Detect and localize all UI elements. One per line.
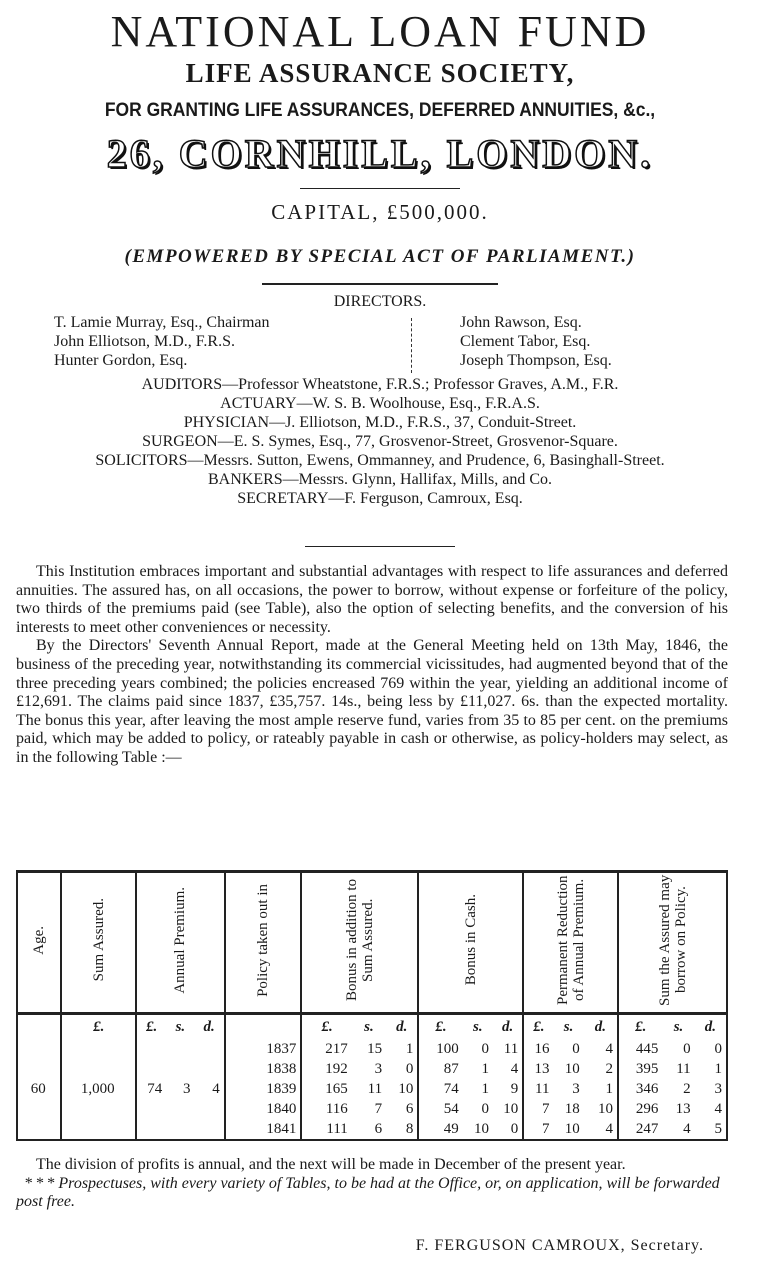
table-cell: 1840 (225, 1100, 302, 1120)
table-cell: 1 (714, 1061, 722, 1077)
unit: d. (704, 1018, 716, 1035)
col-bonus-cash: Bonus in Cash. (418, 872, 523, 1014)
col-age: Age. (17, 872, 61, 1014)
table-cell: 0 (481, 1041, 489, 1057)
table-row (17, 1080, 727, 1100)
table-row (17, 1060, 727, 1080)
table-cell: 10 (564, 1061, 580, 1077)
divider (305, 546, 455, 547)
unit: £. (418, 1014, 462, 1040)
col-bonus-addition: Bonus in addition to Sum Assured. (301, 872, 418, 1014)
col-policy: Policy taken out in (225, 872, 302, 1014)
director: Joseph Thompson, Esq. (460, 352, 612, 369)
address: 26, CORNHILL, LONDON. (106, 131, 654, 176)
table-cell: 346 (618, 1080, 662, 1100)
table-cell: 1841 (225, 1120, 302, 1140)
officer-line: BANKERS—Messrs. Glynn, Hallifax, Mills, and Co. (208, 471, 552, 488)
divider (300, 188, 460, 189)
table-cell: 0 (510, 1120, 519, 1137)
table-cell (166, 1040, 194, 1060)
unit: £. (523, 1014, 553, 1040)
officer-line: SECRETARY—F. Ferguson, Camroux, Esq. (237, 490, 523, 507)
table-cell (136, 1040, 166, 1060)
table-cell: 10 (564, 1120, 580, 1137)
officer-line: AUDITORS—Professor Wheatstone, F.R.S.; Professor Graves, A.M., F.R. (141, 376, 619, 393)
table-cell (61, 1060, 136, 1080)
table-cell: 4 (510, 1061, 519, 1077)
table-cell (166, 1060, 194, 1080)
unit: £. (301, 1014, 351, 1040)
table-row (17, 1040, 727, 1060)
header-row (17, 872, 727, 1014)
table-cell: 4 (714, 1101, 722, 1117)
table-cell: 6 (374, 1120, 383, 1137)
table-cell: 60 (17, 1080, 61, 1100)
table-cell: 5 (714, 1120, 722, 1137)
unit: £. (61, 1014, 136, 1040)
table-cell: 1 (481, 1061, 489, 1077)
unit: d. (396, 1018, 408, 1035)
bonus-table (16, 870, 728, 1141)
table-cell: 74 (136, 1080, 166, 1100)
officer-line: SOLICITORS—Messrs. Sutton, Ewens, Ommanney, and Prudence, 6, Basinghall-Street. (95, 452, 665, 469)
unit: s. (563, 1018, 574, 1035)
table-cell (136, 1060, 166, 1080)
table-row (17, 1120, 727, 1140)
table-cell: 2 (683, 1081, 691, 1097)
unit: d. (203, 1018, 215, 1035)
table-cell: 0 (481, 1101, 489, 1117)
table-cell: 10 (598, 1101, 613, 1117)
table-cell: 217 (301, 1040, 351, 1060)
table-cell: 1837 (225, 1040, 302, 1060)
table-cell (17, 1060, 61, 1080)
signature: F. FERGUSON CAMROUX, Secretary. (415, 1237, 704, 1254)
table-cell: 296 (618, 1100, 662, 1120)
col-borrow: Sum the Assured may borrow on Policy. (618, 872, 727, 1014)
table-cell: 1 (605, 1081, 613, 1097)
table-cell: 7 (523, 1100, 553, 1120)
table-cell: 2 (605, 1061, 613, 1077)
table-cell: 247 (618, 1120, 662, 1140)
paragraph: This Institution embraces important and substantial advantages with respect to life assurances and deferred annuities. The assured has, on all occasions, the power to borrow, without expense or forfeiture of the policy, two thirds of the premiums paid (see Table), also the option of selecting benefits, and the conversion of his interests to meet other conveniences or necessity. (16, 563, 728, 636)
unit: s. (175, 1018, 186, 1035)
table-cell (61, 1100, 136, 1120)
table-cell (194, 1100, 224, 1120)
table-cell: 7 (523, 1120, 553, 1140)
division-note: The division of profits is annual, and the next will be made in December of the present year. (36, 1156, 626, 1173)
table-cell: 9 (510, 1081, 519, 1097)
table-cell: 11 (503, 1041, 519, 1057)
unit: s. (364, 1018, 374, 1035)
table-cell: 4 (605, 1041, 613, 1057)
table-cell: 3 (374, 1061, 383, 1077)
table-cell (61, 1040, 136, 1060)
table-cell: 10 (473, 1120, 489, 1137)
table-cell: 192 (301, 1060, 351, 1080)
table-cell: 395 (618, 1060, 662, 1080)
director: John Elliotson, M.D., F.R.S. (54, 333, 235, 350)
table-cell (17, 1040, 61, 1060)
table-cell (136, 1100, 166, 1120)
table-cell: 13 (675, 1101, 691, 1117)
purpose: FOR GRANTING LIFE ASSURANCES, DEFERRED ANNUITIES, &c., (104, 100, 656, 121)
table-cell: 4 (683, 1120, 691, 1137)
table-cell: 11 (676, 1061, 691, 1077)
table-cell: 1839 (225, 1080, 302, 1100)
table-cell: 3 (182, 1081, 191, 1097)
title: NATIONAL LOAN FUND (110, 7, 650, 56)
prospectus-note: * * * Prospectuses, with every variety of Tables, to be had at the Office, or, on application, will be forwarded post free. (16, 1174, 720, 1210)
table-cell (166, 1100, 194, 1120)
col-reduction: Permanent Reduction of Annual Premium. (523, 872, 618, 1014)
table-cell: 49 (418, 1120, 462, 1140)
table-cell: 3 (714, 1081, 722, 1097)
unit: £. (618, 1014, 662, 1040)
footer (16, 1156, 728, 1212)
directors-right (460, 313, 612, 370)
empowered-line: (EMPOWERED BY SPECIAL ACT OF PARLIAMENT.) (124, 246, 636, 267)
table-cell: 13 (523, 1060, 553, 1080)
table-cell: 0 (572, 1041, 580, 1057)
table-cell: 0 (683, 1041, 691, 1057)
directors-heading: DIRECTORS. (333, 293, 427, 310)
table-cell: 100 (418, 1040, 462, 1060)
table-cell: 111 (301, 1120, 351, 1140)
table-cell (194, 1120, 224, 1140)
officer-line: ACTUARY—W. S. B. Woolhouse, Esq., F.R.A.S. (220, 395, 540, 412)
table-cell: 445 (618, 1040, 662, 1060)
table-cell: 0 (714, 1041, 722, 1057)
unit: d. (501, 1018, 514, 1035)
table-cell (194, 1060, 224, 1080)
table-cell: 18 (564, 1101, 580, 1117)
table-cell: 6 (405, 1101, 414, 1117)
table-cell: 4 (212, 1081, 220, 1097)
table-cell: 4 (605, 1120, 613, 1137)
table-cell: 54 (418, 1100, 462, 1120)
officer-line: SURGEON—E. S. Symes, Esq., 77, Grosvenor-Street, Grosvenor-Square. (142, 433, 618, 450)
table-cell: 1 (481, 1081, 489, 1097)
table-cell: 74 (418, 1080, 462, 1100)
table-cell: 7 (374, 1101, 383, 1117)
unit: s. (673, 1018, 684, 1035)
unit: d. (594, 1018, 606, 1035)
table-cell: 116 (301, 1100, 351, 1120)
director: Hunter Gordon, Esq. (54, 352, 188, 369)
divider (411, 318, 412, 373)
units-row (17, 1014, 727, 1040)
table-cell: 1838 (225, 1060, 302, 1080)
table-cell (194, 1040, 224, 1060)
director: Clement Tabor, Esq. (460, 333, 591, 350)
officers (0, 375, 760, 508)
col-sum: Sum Assured. (61, 872, 136, 1014)
table-cell: 1,000 (61, 1080, 136, 1100)
table-cell: 11 (523, 1080, 553, 1100)
table-cell: 1 (405, 1041, 414, 1057)
table-cell: 11 (367, 1081, 383, 1097)
officer-line: PHYSICIAN—J. Elliotson, M.D., F.R.S., 37, Conduit-Street. (183, 414, 577, 431)
table-cell: 8 (405, 1120, 414, 1137)
table-cell: 15 (367, 1041, 383, 1057)
table-cell (136, 1120, 166, 1140)
table-cell: 165 (301, 1080, 351, 1100)
paragraph: By the Directors' Seventh Annual Report, made at the General Meeting held on 13th May, 1846, the business of the preceding year, notwithstanding its commercial vicissitudes, had augmented beyond that of the three preceding years combined; the policies encreased 769 within the year, yielding an additional income of £12,691. The claims paid since 1837, £35,757. 14s., being less by £11,027. 6s. than the expected mortality. The bonus this year, after leaving the most ample reserve fund, varies from 35 to 85 per cent. on the premiums paid, which may be added to policy, or rateably payable in cash or otherwise, as policy-holders may select, as in the following Table :— (16, 637, 728, 766)
table-cell: 87 (418, 1060, 462, 1080)
table-cell: 16 (523, 1040, 553, 1060)
table-cell (17, 1120, 61, 1140)
subtitle: LIFE ASSURANCE SOCIETY, (185, 58, 575, 88)
capital: CAPITAL, £500,000. (271, 200, 489, 224)
table-cell (61, 1120, 136, 1140)
director: T. Lamie Murray, Esq., Chairman (54, 314, 270, 331)
unit: £. (136, 1014, 166, 1040)
table-cell: 0 (405, 1061, 414, 1077)
table-cell (17, 1100, 61, 1120)
table-cell: 10 (398, 1081, 414, 1097)
table-row (17, 1100, 727, 1120)
unit: s. (473, 1018, 483, 1035)
col-premium: Annual Premium. (136, 872, 225, 1014)
directors-left (54, 313, 270, 370)
divider (262, 283, 498, 285)
table-cell: 3 (572, 1081, 580, 1097)
director: John Rawson, Esq. (460, 314, 582, 331)
table-cell (166, 1120, 194, 1140)
table-cell: 10 (503, 1101, 519, 1117)
body-text (16, 563, 728, 768)
